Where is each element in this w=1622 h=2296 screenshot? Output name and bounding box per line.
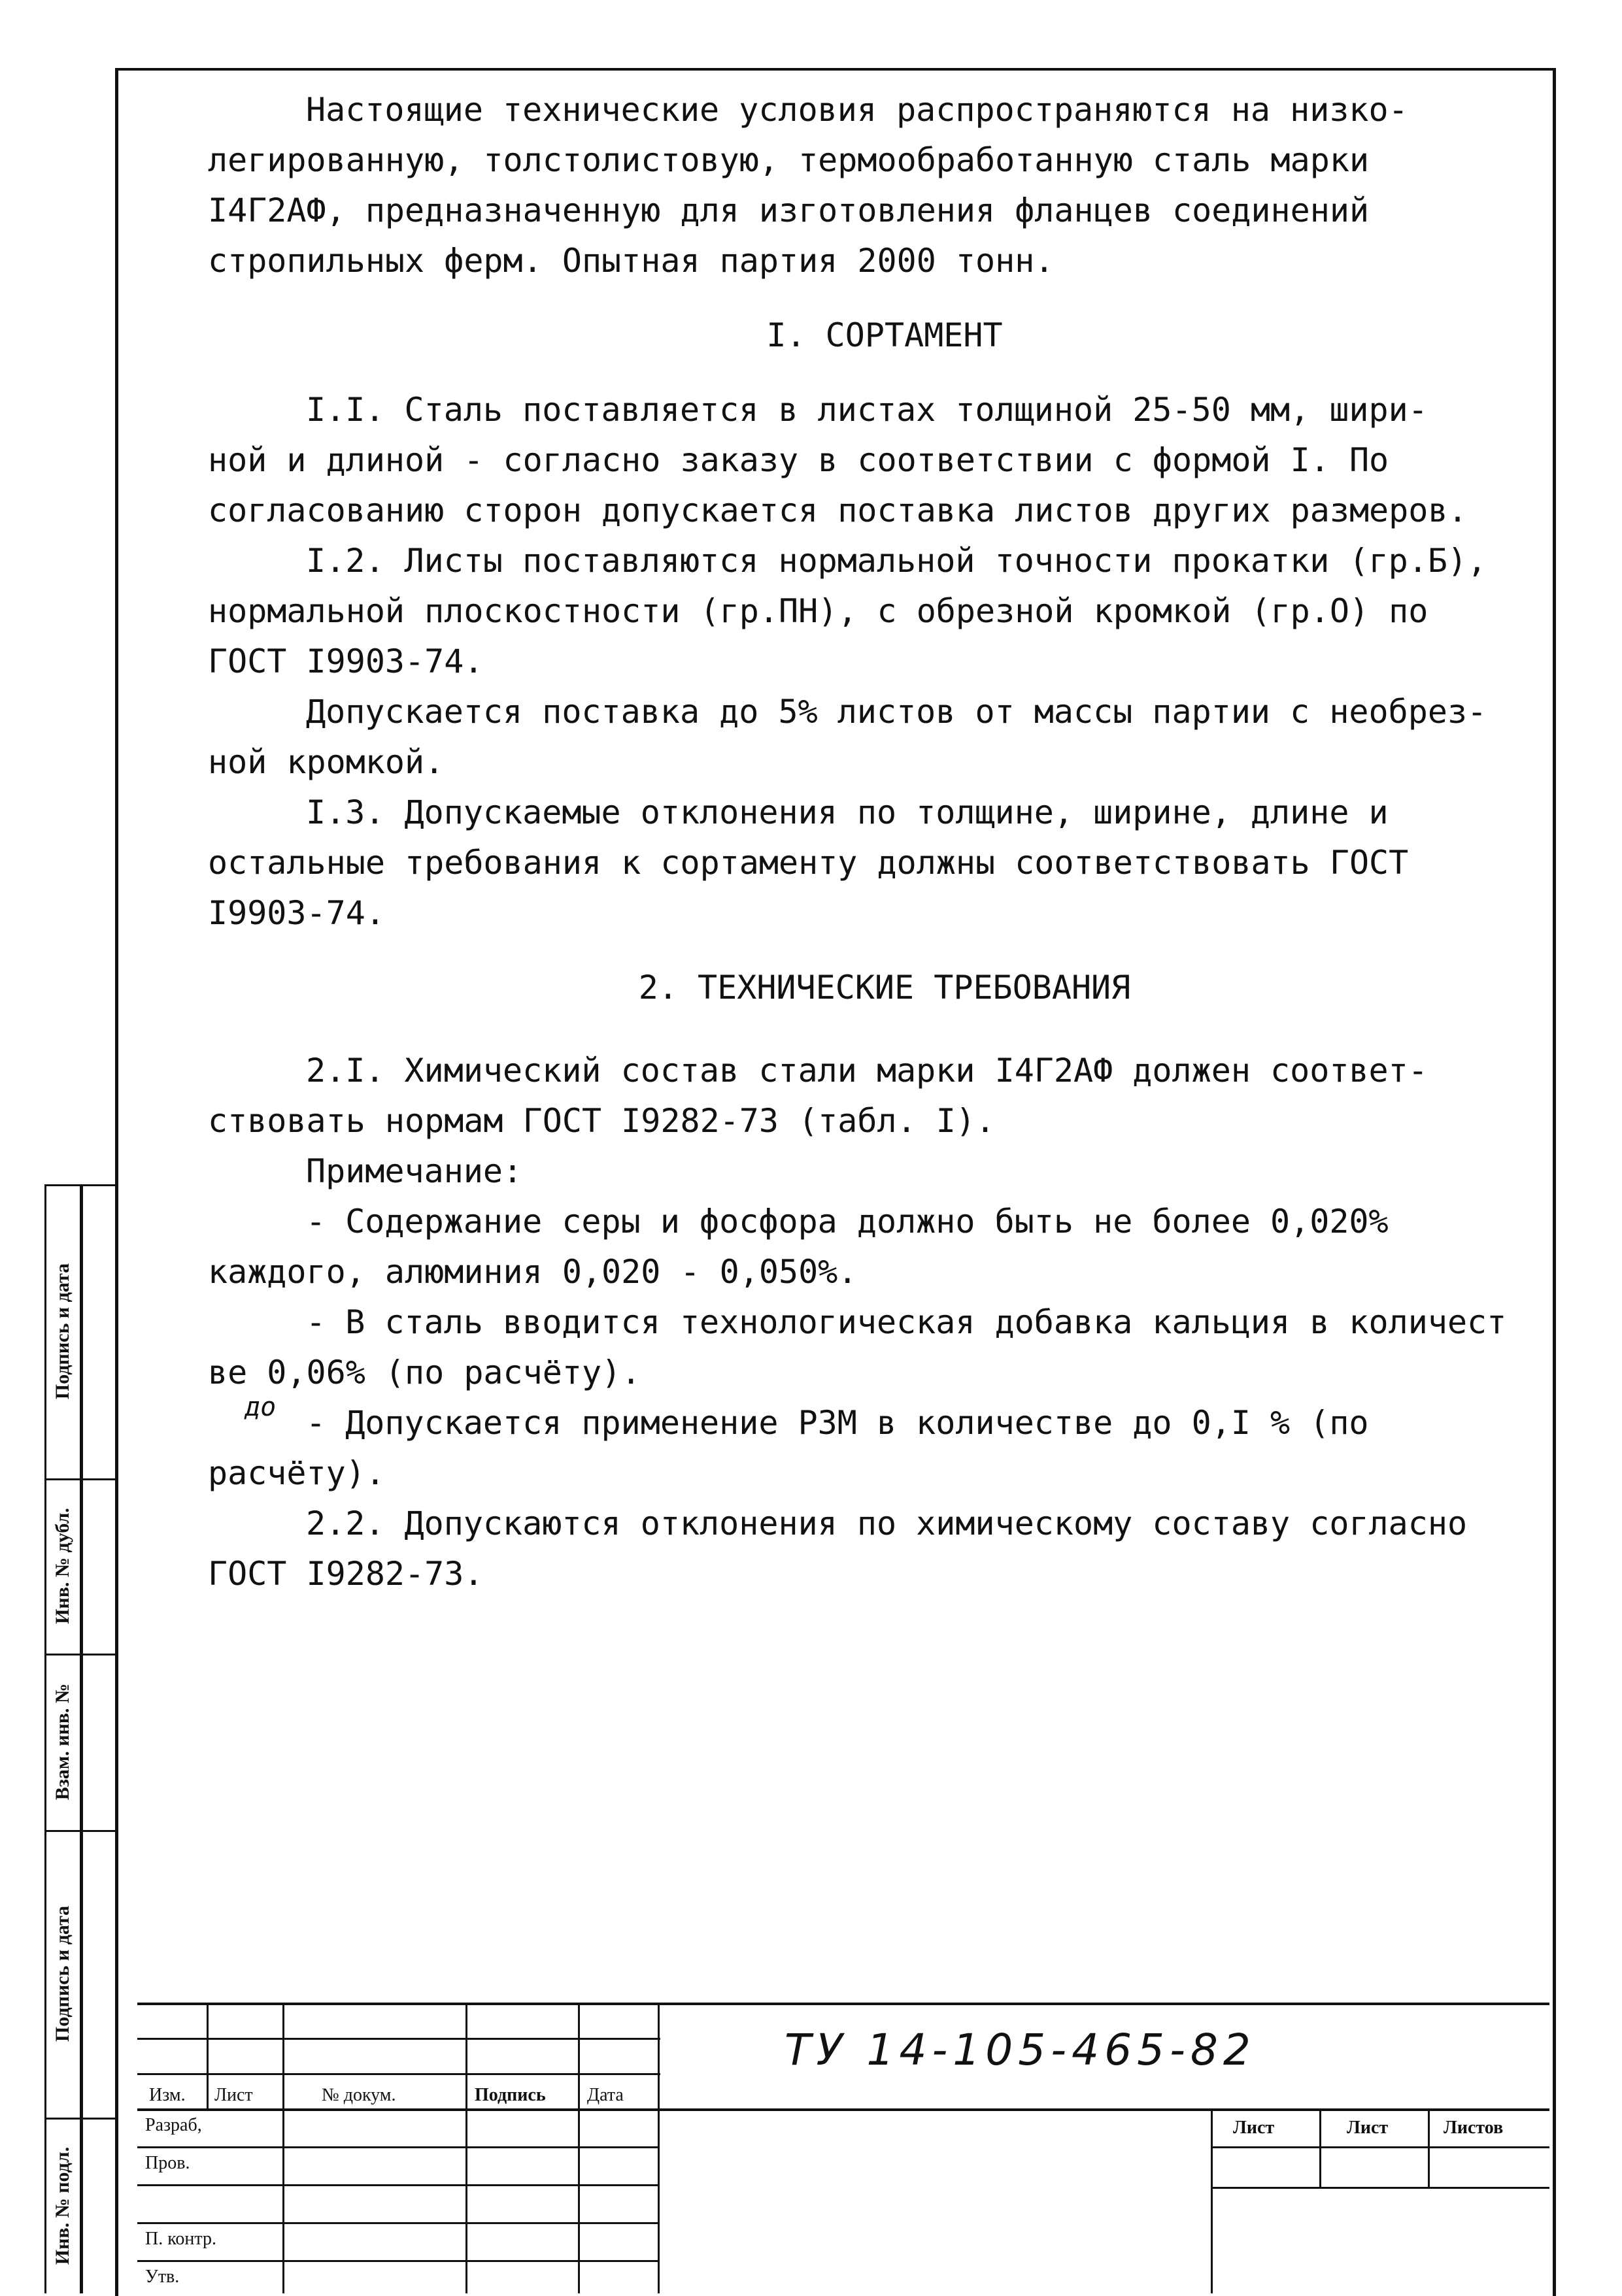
paragraph-line: I.3. Допускаемые отклонения по толщине, ширине, длине и — [306, 793, 1389, 831]
stamp-border — [137, 2108, 1549, 2111]
intro-line: Настоящие технические условия распространяются на низко- — [306, 91, 1408, 129]
strip-label: Инв. № подл. — [52, 2146, 73, 2265]
paragraph-line: расчёту). — [208, 1454, 385, 1492]
intro-line: стропильных ферм. Опытная партия 2000 тонн. — [208, 242, 1055, 280]
paragraph-line: - Допускается применение РЗМ в количестве до 0,I % (по — [306, 1404, 1369, 1442]
section-heading: I. СОРТАМЕНТ — [766, 316, 1003, 354]
stamp-header: № докум. — [322, 2085, 396, 2105]
strip-label: Взам. инв. № — [52, 1683, 74, 1801]
handwritten-insert: до — [245, 1392, 277, 1422]
stamp-header: Дата — [587, 2085, 624, 2105]
stamp-header: Лист — [214, 2085, 253, 2105]
paragraph-line: нормальной плоскостности (гр.ПН), с обрезной кромкой (гр.О) по — [208, 592, 1428, 630]
strip-border — [44, 1184, 46, 2293]
paragraph-line: ГОСТ I9903-74. — [208, 642, 484, 680]
paragraph-line: - Содержание серы и фосфора должно быть не более 0,020% — [306, 1203, 1389, 1240]
stamp-row-label: П. контр. — [145, 2229, 216, 2249]
paragraph-line: I.I. Сталь поставляется в листах толщиной 25-50 мм, шири- — [306, 391, 1428, 429]
paragraph-line: ной кромкой. — [208, 743, 445, 781]
paragraph-line: - В сталь вводится технологическая добавка кальция в количест — [306, 1303, 1507, 1341]
section-heading: 2. ТЕХНИЧЕСКИЕ ТРЕБОВАНИЯ — [638, 969, 1131, 1007]
stamp-row-label: Утв. — [145, 2267, 180, 2287]
paragraph-line: ГОСТ I9282-73. — [208, 1555, 484, 1593]
stamp-row-label: Разраб, — [145, 2115, 202, 2135]
sheet-header: Листов — [1444, 2118, 1504, 2138]
paragraph-line: I9903-74. — [208, 894, 385, 932]
sheet-header: Лист — [1347, 2118, 1389, 2138]
stamp-border — [137, 2003, 1549, 2005]
paragraph-line: 2.2. Допускаются отклонения по химическому составу согласно — [306, 1505, 1468, 1542]
strip-border — [80, 1184, 83, 2293]
stamp-header: Подпись — [475, 2085, 546, 2105]
intro-line: легированную, толстолистовую, термообработанную сталь марки — [208, 141, 1370, 179]
note-title: Примечание: — [306, 1152, 523, 1190]
paragraph-line: 2.I. Химический состав стали марки I4Г2АФ должен соответ- — [306, 1052, 1428, 1090]
paragraph-line: I.2. Листы поставляются нормальной точности прокатки (гр.Б), — [306, 542, 1487, 580]
paragraph-line: ной и длиной - согласно заказу в соответствии с формой I. По — [208, 441, 1389, 479]
paragraph-line: ствовать нормам ГОСТ I9282-73 (табл. I). — [208, 1102, 996, 1140]
stamp-header: Изм. — [149, 2085, 186, 2105]
strip-label: Подпись и дата — [52, 1905, 73, 2042]
paragraph-line: Допускается поставка до 5% листов от массы партии с необрез- — [306, 693, 1487, 731]
paragraph-line: ве 0,06% (по расчёту). — [208, 1354, 641, 1391]
paragraph-line: каждого, алюминия 0,020 - 0,050%. — [208, 1253, 858, 1291]
paragraph-line: согласованию сторон допускается поставка листов других размеров. — [208, 491, 1468, 529]
document-body — [208, 85, 1535, 1599]
sheet-header: Лист — [1233, 2118, 1275, 2138]
strip-label: Подпись и дата — [52, 1263, 73, 1400]
intro-line: I4Г2АФ, предназначенную для изготовления фланцев соединений — [208, 191, 1370, 229]
strip-label: Инв. № дубл. — [52, 1508, 73, 1624]
stamp-row-label: Пров. — [145, 2153, 190, 2173]
document-code: ТУ 14-105-465-82 — [785, 2025, 1256, 2075]
paragraph-line: остальные требования к сортаменту должны соответствовать ГОСТ — [208, 844, 1409, 882]
